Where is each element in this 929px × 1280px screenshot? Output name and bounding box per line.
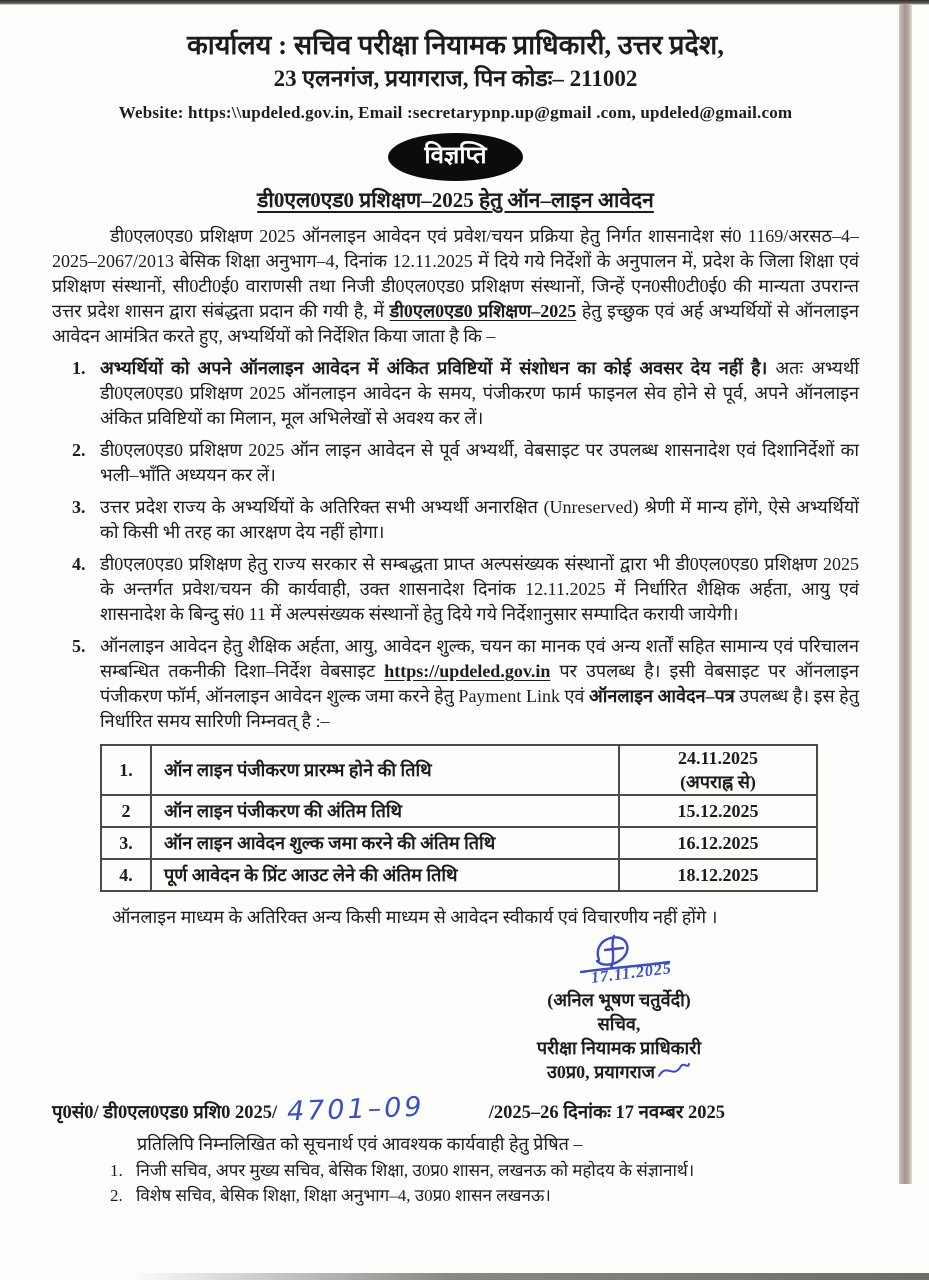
website-url: https://updeled.gov.in — [384, 661, 551, 681]
item-5-bold-text: ऑनलाइन आवेदन–पत्र — [588, 686, 735, 706]
copy-item-text: विशेष सचिव, बेसिक शिक्षा, शिक्षा अनुभाग–4, उ0प्र0 शासन लखनऊ। — [136, 1186, 551, 1205]
row-date-cell — [619, 745, 817, 795]
item-5-text-1: ऑनलाइन आवेदन हेतु शैक्षिक अर्हता, आयु, आवेदन शुल्क, चयन का मानक एवं अन्य शर्तों सहित सामान्य एवं परिचालन सम्बन्धित तकनीकी दिशा–निर्देश वेबसाइट — [100, 636, 859, 681]
online-only-note: ऑनलाइन माध्यम के अतिरिक्त अन्य किसी माध्यम से आवेदन स्वीकार्य एवं विचारणीय नहीं होंगे । — [112, 907, 718, 927]
copy-item — [110, 1184, 859, 1207]
ref-suffix-date: /2025–26 दिनांकः 17 नवम्बर 2025 — [488, 1103, 725, 1123]
copy-list — [52, 1159, 859, 1207]
item-number: 1. — [72, 358, 86, 378]
item-number: 4. — [72, 554, 86, 574]
item-5-text-2: पर उपलब्ध है। इसी वेबसाइट पर ऑनलाइन पंजीकरण फॉर्म, ऑनलाइन आवेदन शुल्क जमा करने हेतु Payment Link एवं — [100, 661, 860, 706]
list-item-4 — [52, 552, 859, 627]
office-header — [52, 28, 859, 95]
scan-edge-bottom — [130, 1273, 929, 1280]
copy-heading: प्रतिलिपि निम्नलिखित को सूचनार्थ एवं आवश्यक कार्यवाही हेतु प्रेषित – — [137, 1134, 583, 1154]
date-value: 16.12.2025 — [677, 833, 759, 853]
copy-item-text: निजी सचिव, अपर मुख्य सचिव, बेसिक शिक्षा, उ0प्र0 शासन, लखनऊ को महोदय के संज्ञानार्थ। — [136, 1161, 695, 1180]
notice-subtitle: डी0एल0एड0 प्रशिक्षण–2025 हेतु ऑन–लाइन आवेदन — [257, 188, 654, 212]
table-row — [101, 795, 817, 827]
date-note: (अपराह्न से) — [680, 772, 756, 792]
row-description: ऑन लाइन पंजीकरण प्रारम्भ होने की तिथि — [151, 745, 619, 795]
item-1-bold-text: अभ्यर्थियों को अपने ऑनलाइन आवेदन में अंकित प्रविष्टियों में संशोधन का कोई अवसर देय नहीं है। — [100, 358, 768, 378]
list-item-3 — [52, 495, 859, 545]
handwritten-ref-number: 4701–09 — [286, 1091, 426, 1128]
copy-item-number: 1. — [110, 1161, 123, 1180]
signature-date: 17.11.2025 — [590, 960, 673, 987]
item-text — [100, 634, 859, 734]
item-number: 2. — [72, 440, 86, 460]
signature-flourish-icon — [657, 1060, 691, 1082]
row-serial: 2 — [101, 795, 151, 827]
notice-badge: विज्ञप्ति — [388, 133, 522, 181]
item-text: डी0एल0एड0 प्रशिक्षण 2025 ऑन लाइन आवेदन से पूर्व अभ्यर्थी, वेबसाइट पर उपलब्ध शासनादेश एवं दिशानिर्देशों का भली–भाँति अध्ययन कर लें। — [100, 440, 859, 485]
signatory-place-text: उ0प्र0, प्रयागराज — [547, 1062, 655, 1082]
row-description: पूर्ण आवेदन के प्रिंट आउट लेने की अंतिम तिथि — [151, 859, 619, 891]
list-item-5 — [52, 634, 859, 734]
row-date-cell — [619, 859, 817, 891]
signatory-name: (अनिल भूषण चतुर्वेदी) — [547, 990, 691, 1010]
item-number: 3. — [72, 497, 86, 517]
list-item-1 — [52, 356, 859, 431]
intro-text-2: हेतु इच्छुक एवं अर्ह अभ्यर्थियों से ऑनलाइन आवेदन आमंत्रित करते हुए, अभ्यर्थियों को निर्देशित किया जाता है कि – — [52, 301, 859, 346]
date-value: 24.11.2025 — [677, 748, 758, 768]
item-text: उत्तर प्रदेश राज्य के अभ्यर्थियों के अतिरिक्त सभी अभ्यर्थी अनारक्षित (Unreserved) श्रेणी में मान्य होंगे, ऐसे अभ्यर्थियों को किसी भी तरह का आरक्षण देय नहीं होगा। — [100, 497, 859, 542]
notice-badge-wrap — [52, 133, 859, 181]
table-row — [101, 859, 817, 891]
copy-item-number: 2. — [110, 1186, 123, 1205]
website-email-line: Website: https:\\updeled.gov.in, Email :secretarypnp.up@gmail .com, updeled@gmail.com — [118, 103, 793, 122]
signatory-place — [479, 1060, 759, 1084]
item-text: डी0एल0एड0 प्रशिक्षण हेतु राज्य सरकार से सम्बद्धता प्राप्त अल्पसंख्यक संस्थानों द्वारा भी डी0एल0एड0 प्रशिक्षण 2025 के अन्तर्गत प्रवेश/चयन की कार्यवाही, उक्त शासनादेश दिनांक 12.11.2025 में निर्धारित शैक्षिक अर्हता, आयु एवं शासनादेश के बिन्दु सं0 11 में अल्पसंख्यक संस्थानों हेतु दिये गये निर्देशानुसार सम्पादित करायी जायेगी। — [100, 554, 859, 624]
instruction-list — [52, 356, 859, 734]
schedule-table-body — [101, 745, 817, 891]
item-text — [100, 356, 859, 431]
office-name: कार्यालय : सचिव परीक्षा नियामक प्राधिकारी, उत्तर प्रदेश, — [186, 30, 724, 60]
intro-paragraph — [52, 224, 859, 349]
row-serial: 4. — [101, 859, 151, 891]
item-5-text-3: उपलब्ध है। इस हेतु निर्धारित समय सारिणी निम्नवत् है :– — [100, 686, 859, 731]
copy-item — [110, 1159, 859, 1182]
schedule-table — [100, 744, 818, 892]
row-serial: 3. — [101, 827, 151, 859]
office-address: 23 एलनगंज, प्रयागराज, पिन कोडः– 211002 — [273, 66, 638, 91]
item-number: 5. — [72, 636, 86, 656]
intro-text-1: डी0एल0एड0 प्रशिक्षण 2025 ऑनलाइन आवेदन एवं प्रवेश/चयन प्रक्रिया हेतु निर्गत शासनादेश सं0 1169/अरसठ–4–2025–2067/2013 बेसिक शिक्षा अनुभाग–4, दिनांक 12.11.2025 में दिये गये निर्देशों के अनुपालन में, प्रदेश के जिला शिक्षा एवं प्रशिक्षण संस्थानों, सी0टी0ई0 वाराणसी तथा निजी डी0एल0एड0 प्रशिक्षण संस्थानों, जिन्हें एन0सी0टी0ई0 की मान्यता उपरान्त उत्तर प्रदेश शासन द्वारा संबंद्धता प्रदान की गयी है, में — [52, 226, 859, 321]
table-row — [101, 827, 817, 859]
table-row — [101, 745, 817, 795]
item-1-rest-text: अतः अभ्यर्थी डी0एल0एड0 प्रशिक्षण 2025 ऑनलाइन आवेदन के समय, पंजीकरण फार्म फाइनल सेव होने से पूर्व, अपने ऑनलाइन अंकित प्रविष्टियों का मिलान, मूल अभिलेखों से अवश्य कर लें। — [100, 358, 859, 428]
reference-line — [52, 1091, 859, 1128]
signatory-role: सचिव, — [597, 1014, 641, 1034]
intro-highlight: डी0एल0एड0 प्रशिक्षण–2025 — [389, 301, 577, 321]
row-description: ऑन लाइन पंजीकरण की अंतिम तिथि — [151, 795, 619, 827]
signature-mark — [479, 930, 759, 988]
row-date-cell — [619, 795, 817, 827]
list-item-2 — [52, 438, 859, 488]
row-serial: 1. — [101, 745, 151, 795]
signature-block — [479, 930, 759, 1084]
date-value: 18.12.2025 — [677, 865, 759, 885]
signatory-org: परीक्षा नियामक प्राधिकारी — [536, 1038, 702, 1058]
row-description: ऑन लाइन आवेदन शुल्क जमा करने की अंतिम तिथि — [151, 827, 619, 859]
row-date-cell — [619, 827, 817, 859]
date-value: 15.12.2025 — [677, 801, 759, 821]
ref-prefix: पृ0सं0/ डी0एल0एड0 प्रशि0 2025/ — [52, 1103, 278, 1123]
